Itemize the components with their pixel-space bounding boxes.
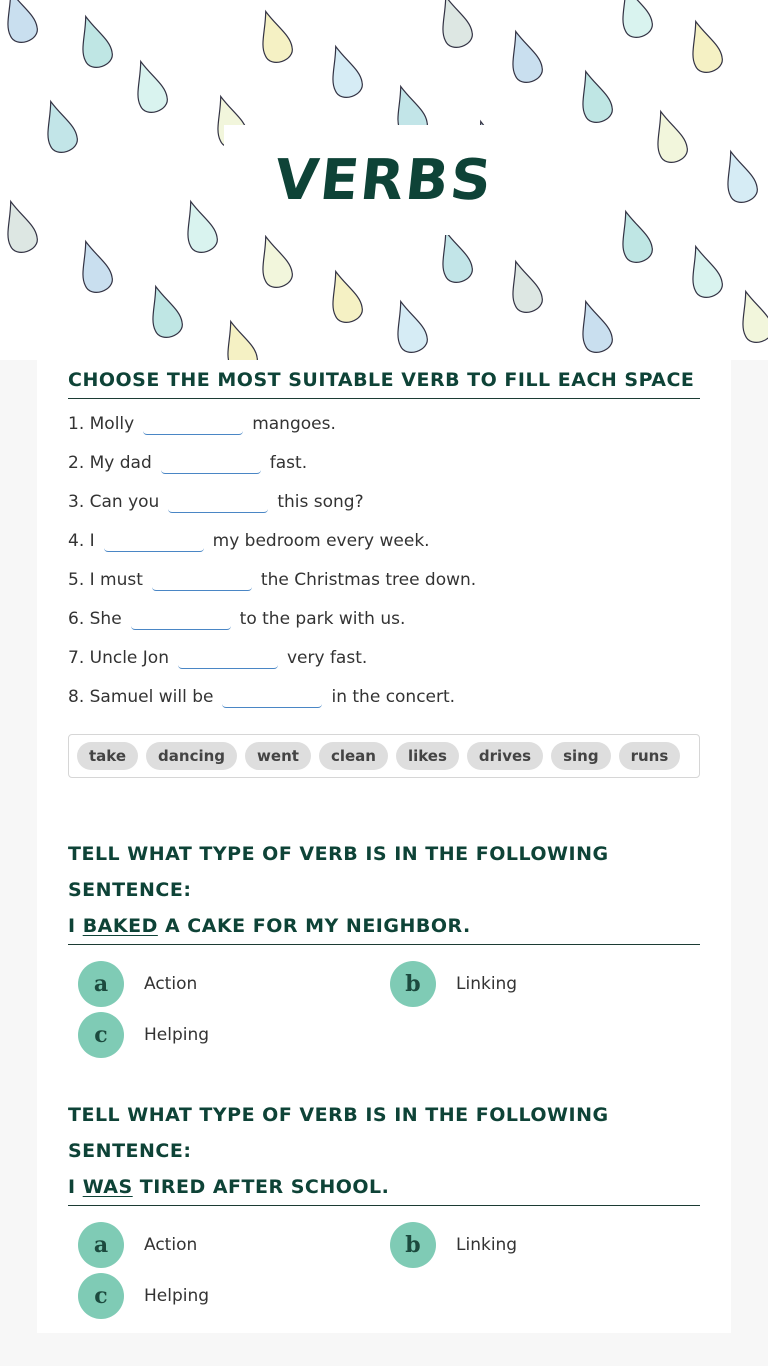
sentence-start: 4. I: [68, 530, 95, 551]
word-bank: [68, 734, 700, 778]
blank-drop-zone[interactable]: [178, 646, 278, 669]
raindrop-icon: [252, 7, 295, 66]
question-heading: CHOOSE THE MOST SUITABLE VERB TO FILL EACH SPACE: [68, 360, 700, 399]
option-label: Action: [144, 974, 198, 994]
raindrop-icon: [682, 242, 725, 301]
raindrop-icon: [72, 237, 115, 296]
word-chip[interactable]: likes: [396, 742, 459, 770]
option-letter-bubble[interactable]: a: [78, 1222, 124, 1268]
raindrop-icon: [432, 227, 475, 286]
raindrop-icon: [572, 297, 615, 356]
raindrop-icon: [502, 27, 545, 86]
question-verb-type-1: [68, 836, 700, 1055]
raindrop-icon: [177, 197, 220, 256]
highlighted-verb: WAS: [82, 1176, 133, 1198]
word-chip[interactable]: went: [245, 742, 311, 770]
raindrop-icon: [252, 232, 295, 291]
header-banner: [0, 0, 768, 360]
question-heading-line2: [68, 908, 700, 944]
option-a[interactable]: [78, 1222, 197, 1268]
word-chip[interactable]: take: [77, 742, 138, 770]
raindrop-icon: [612, 0, 655, 41]
sentence-row: [68, 560, 700, 599]
option-letter-bubble[interactable]: a: [78, 961, 124, 1007]
heading-text: TIRED AFTER SCHOOL.: [132, 1176, 390, 1198]
blank-drop-zone[interactable]: [168, 490, 268, 513]
sentence-row: [68, 638, 700, 677]
sentence-row: [68, 599, 700, 638]
raindrop-icon: [432, 0, 475, 51]
option-label: Linking: [456, 1235, 518, 1255]
blank-drop-zone[interactable]: [143, 412, 243, 435]
raindrop-icon: [322, 42, 365, 101]
option-a[interactable]: [78, 961, 197, 1007]
question-heading: [68, 836, 700, 945]
word-chip[interactable]: drives: [467, 742, 543, 770]
raindrop-icon: [387, 297, 430, 356]
raindrop-icon: [37, 97, 80, 156]
sentence-row: [68, 677, 700, 716]
question-heading-line1: TELL WHAT TYPE OF VERB IS IN THE FOLLOWING SENTENCE:: [68, 1104, 609, 1162]
worksheet-card: [37, 360, 731, 1333]
raindrop-icon: [127, 57, 170, 116]
blank-drop-zone[interactable]: [152, 568, 252, 591]
question-heading-line1: TELL WHAT TYPE OF VERB IS IN THE FOLLOWING SENTENCE:: [68, 843, 609, 901]
sentence-end: my bedroom every week.: [212, 530, 430, 551]
raindrop-icon: [322, 267, 365, 326]
raindrop-icon: [502, 257, 545, 316]
answer-options: [68, 945, 700, 1055]
word-chip[interactable]: clean: [319, 742, 388, 770]
option-letter-bubble[interactable]: b: [390, 961, 436, 1007]
sentence-start: 6. She: [68, 608, 122, 629]
word-chip[interactable]: dancing: [146, 742, 237, 770]
option-letter-bubble[interactable]: c: [78, 1273, 124, 1319]
sentence-start: 3. Can you: [68, 491, 160, 512]
sentence-end: fast.: [269, 452, 308, 473]
raindrop-icon: [572, 67, 615, 126]
blank-drop-zone[interactable]: [131, 607, 231, 630]
answer-options: [68, 1206, 700, 1316]
raindrop-icon: [0, 0, 41, 46]
question-verb-type-2: [68, 1097, 700, 1316]
word-chip[interactable]: sing: [551, 742, 611, 770]
option-letter-bubble[interactable]: b: [390, 1222, 436, 1268]
title-box: [224, 125, 544, 235]
sentence-start: 1. Molly: [68, 413, 135, 434]
sentence-start: 2. My dad: [68, 452, 152, 473]
raindrop-icon: [72, 12, 115, 71]
sentence-start: 5. I must: [68, 569, 143, 590]
word-chip[interactable]: runs: [619, 742, 681, 770]
option-label: Helping: [144, 1025, 210, 1045]
page-title: VERBS: [271, 147, 497, 213]
raindrop-icon: [0, 197, 41, 256]
option-b[interactable]: [390, 961, 517, 1007]
sentence-end: this song?: [277, 491, 364, 512]
raindrop-icon: [682, 17, 725, 76]
heading-text: A CAKE FOR MY NEIGHBOR.: [157, 915, 471, 937]
sentence-row: [68, 521, 700, 560]
sentence-list: [68, 404, 700, 716]
sentence-start: 7. Uncle Jon: [68, 647, 169, 668]
sentence-end: to the park with us.: [239, 608, 406, 629]
raindrop-icon: [717, 147, 760, 206]
option-label: Linking: [456, 974, 518, 994]
sentence-end: the Christmas tree down.: [260, 569, 477, 590]
blank-drop-zone[interactable]: [161, 451, 261, 474]
sentence-end: mangoes.: [252, 413, 336, 434]
sentence-end: in the concert.: [331, 686, 456, 707]
sentence-row: [68, 482, 700, 521]
sentence-row: [68, 443, 700, 482]
option-label: Helping: [144, 1286, 210, 1306]
sentence-end: very fast.: [286, 647, 368, 668]
option-letter-bubble[interactable]: c: [78, 1012, 124, 1058]
raindrop-icon: [647, 107, 690, 166]
raindrop-icon: [142, 282, 185, 341]
question-fill-blanks: [68, 360, 700, 778]
blank-drop-zone[interactable]: [222, 685, 322, 708]
blank-drop-zone[interactable]: [104, 529, 204, 552]
option-b[interactable]: [390, 1222, 517, 1268]
question-heading: [68, 1097, 700, 1206]
sentence-row: [68, 404, 700, 443]
sentence-start: 8. Samuel will be: [68, 686, 214, 707]
option-label: Action: [144, 1235, 198, 1255]
raindrop-icon: [612, 207, 655, 266]
option-c[interactable]: [78, 1012, 209, 1058]
option-c[interactable]: [78, 1273, 209, 1319]
raindrop-icon: [732, 287, 768, 346]
raindrop-icon: [217, 317, 260, 360]
heading-text: I: [68, 1176, 83, 1198]
question-heading-line2: [68, 1169, 700, 1205]
highlighted-verb: BAKED: [82, 915, 158, 937]
heading-text: I: [68, 915, 83, 937]
